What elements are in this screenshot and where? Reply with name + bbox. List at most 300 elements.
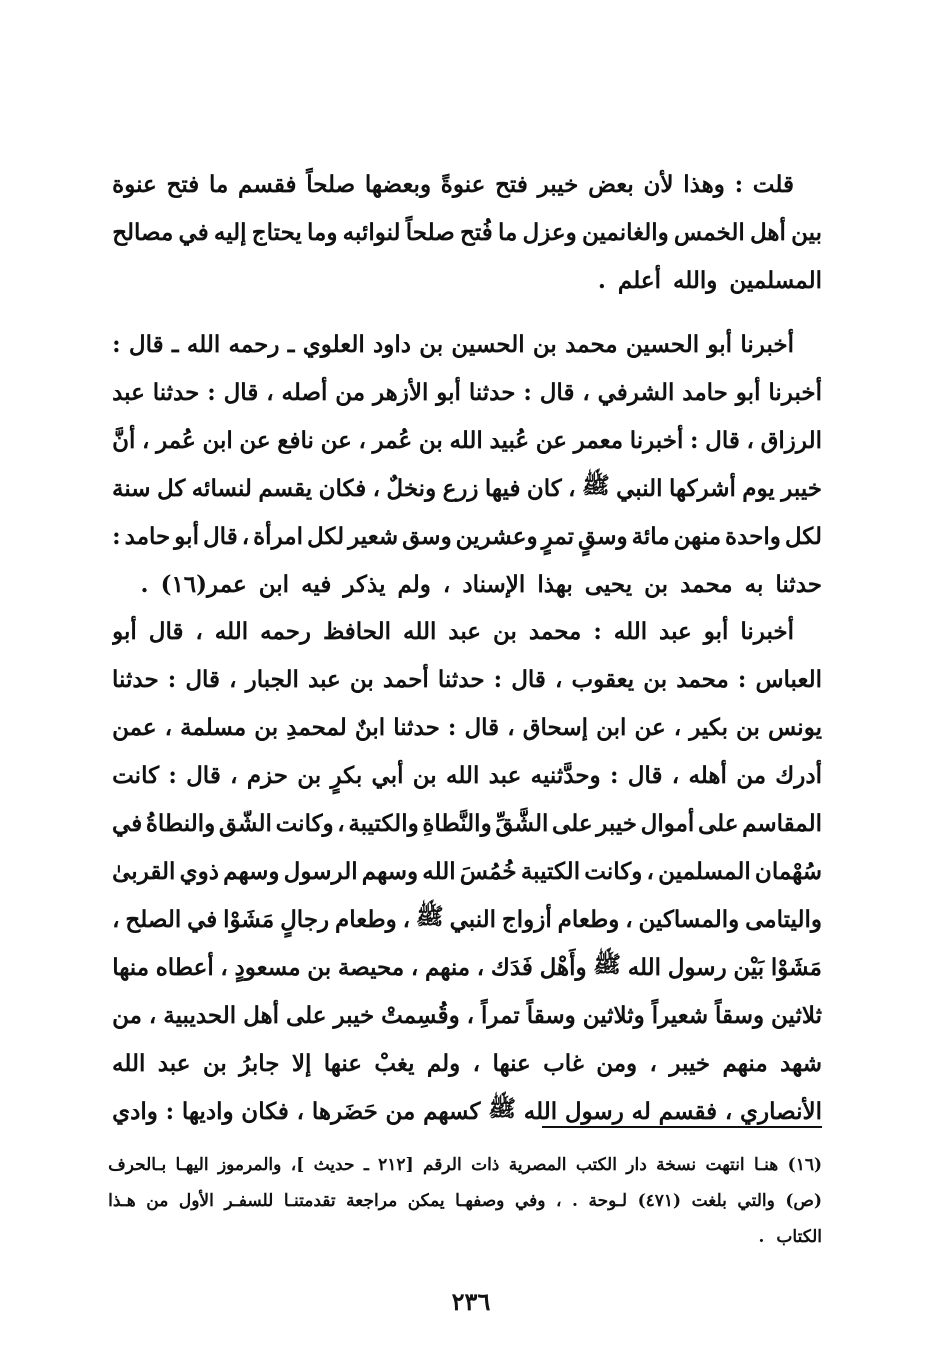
word: مصالح: [112, 218, 174, 246]
word: محمد: [528, 617, 582, 645]
word: مَشَوْا: [223, 905, 275, 933]
word: تمرٍ: [541, 522, 575, 550]
word: محيصة: [337, 953, 405, 981]
word: في: [187, 905, 218, 933]
word: .: [140, 570, 149, 598]
word: ما: [208, 170, 229, 198]
word: الإسناد: [462, 570, 526, 598]
word: ،: [625, 905, 633, 933]
paragraph-line: [112, 991, 822, 1039]
paragraph-line: [112, 847, 822, 895]
word: قال: [185, 665, 221, 693]
word: أخبرنا: [740, 617, 794, 645]
word: إلا: [291, 1049, 312, 1077]
paragraph-line: [112, 464, 822, 512]
word: وسهم: [223, 857, 280, 885]
word: الله: [214, 617, 249, 645]
word: والنطاةُ: [145, 809, 216, 837]
word: ابن: [202, 426, 233, 454]
word: ،: [241, 522, 250, 550]
word: عنها: [323, 1049, 363, 1077]
word: أهله: [688, 761, 727, 789]
word: الرزاق: [760, 426, 822, 454]
word: رحمه: [228, 330, 280, 358]
word: خيبر: [596, 809, 637, 837]
page-number: ٢٣٦: [451, 1287, 491, 1316]
word: وعشرين: [455, 522, 538, 550]
word: مراجعة: [346, 1191, 398, 1211]
word: :: [447, 713, 457, 741]
word: للسفـر: [224, 1191, 274, 1211]
footnote-divider: [542, 1126, 822, 1128]
word: ولم: [426, 1049, 461, 1077]
word: المصرية: [508, 1155, 567, 1175]
word: انتهت: [705, 1155, 745, 1175]
word: وحدَّثنيه: [530, 761, 601, 789]
word: :: [609, 761, 619, 789]
word: ،: [649, 1049, 657, 1077]
word: ،: [442, 570, 451, 598]
word: فتح: [166, 170, 200, 198]
word: ]،: [290, 1155, 305, 1175]
word: عُمر: [156, 426, 196, 454]
word: مائة: [631, 522, 670, 550]
word: رسول: [564, 1097, 624, 1125]
word: شعير: [348, 522, 399, 550]
word: ،: [164, 713, 173, 741]
word: أموال: [640, 809, 695, 837]
word: لأن: [643, 170, 674, 198]
word: من: [112, 1001, 142, 1029]
word: جابرُ: [239, 1049, 280, 1077]
word: الأزهر: [372, 378, 429, 406]
paragraph-line: [112, 895, 822, 943]
word: وسهم: [361, 857, 419, 885]
word: ،: [472, 1049, 481, 1077]
word: وسق: [402, 522, 452, 550]
word: أخبرنا: [740, 330, 794, 358]
word: العلوي: [302, 330, 365, 358]
word: أبي: [371, 761, 404, 789]
word: قلت: [752, 170, 794, 198]
word: حدثنا: [468, 378, 516, 406]
word: لـوحة: [588, 1191, 628, 1211]
word: .: [758, 1227, 765, 1247]
word: عن: [634, 713, 666, 741]
word: ،: [337, 809, 345, 837]
word: ﷺ: [581, 472, 610, 499]
word: مسعودٍ: [234, 953, 301, 981]
word: عُبيد: [489, 426, 530, 454]
word: ،: [646, 857, 654, 885]
footnote-line: [108, 1219, 822, 1255]
word: عبد: [448, 617, 482, 645]
word: بعض: [588, 170, 634, 198]
word: الحديبية: [163, 1001, 237, 1029]
word: ذات: [471, 1155, 500, 1175]
word: واحدة: [725, 522, 781, 550]
word: والغانمين: [581, 218, 669, 246]
word: الأول: [178, 1191, 214, 1211]
word: ،: [195, 617, 203, 645]
word: أبو: [707, 330, 733, 358]
word: الخمس: [673, 218, 745, 246]
word: الحافظ: [322, 617, 392, 645]
word: منهم: [722, 1049, 768, 1077]
word: أبو: [174, 522, 199, 550]
word: لنسائه: [191, 474, 252, 502]
word: ،: [476, 953, 485, 981]
paragraph-line: [112, 256, 822, 304]
word: على: [697, 809, 739, 837]
word: الرقم: [422, 1155, 462, 1175]
word: :: [689, 426, 699, 454]
word: .: [572, 1191, 578, 1211]
word: بن: [492, 617, 517, 645]
word: الحسين: [625, 330, 700, 358]
word: حَضَرها: [311, 1097, 378, 1125]
word: أحمد: [382, 665, 429, 693]
word: أبو: [436, 378, 461, 406]
word: من: [385, 1097, 416, 1125]
word: إليه: [213, 218, 247, 246]
word: يحيى: [584, 570, 633, 598]
paragraph-line: [112, 607, 822, 655]
word: بَيْن: [733, 953, 765, 981]
word: (١٦): [787, 1155, 822, 1175]
word: عبد: [488, 761, 522, 789]
word: أعلم: [617, 266, 661, 294]
word: وسقاً: [526, 1001, 576, 1029]
paragraph-line: [112, 320, 822, 368]
word: (٤٧١): [637, 1191, 682, 1211]
word: شهد: [780, 1049, 822, 1077]
word: بن: [349, 665, 374, 693]
word: الله: [422, 857, 456, 885]
word: سنة: [112, 474, 151, 502]
word: امرأة: [253, 522, 303, 550]
word: والتي: [737, 1191, 775, 1211]
word: ـ: [363, 1155, 369, 1175]
word: بـالحرف: [108, 1155, 167, 1175]
word: اليهـا: [175, 1155, 209, 1175]
paragraph-line: [112, 655, 822, 703]
word: المسلمين: [729, 266, 822, 294]
word: الله: [523, 1097, 558, 1125]
paragraph-line: [112, 208, 822, 256]
word: ﷺ: [415, 903, 444, 930]
word: أدرك: [775, 761, 822, 789]
word: والكتيبة: [348, 809, 419, 837]
word: ،: [402, 905, 411, 933]
word: قال: [186, 761, 221, 789]
word: به: [744, 570, 764, 598]
word: أبو: [735, 378, 761, 406]
word: إسحاق: [522, 713, 589, 741]
footnote: [108, 1147, 822, 1255]
word: أهل: [750, 218, 786, 246]
word: أنَّ: [112, 426, 136, 454]
word: قال: [223, 378, 259, 406]
word: لنوائبه: [342, 218, 401, 246]
word: عن: [320, 426, 352, 454]
word: الصلح: [125, 905, 182, 933]
word: فكان: [241, 1097, 289, 1125]
word: القربىٰ: [112, 857, 176, 885]
word: :: [737, 665, 747, 693]
word: وطعام: [335, 905, 397, 933]
word: حامد: [124, 522, 171, 550]
word: يقسم: [258, 474, 313, 502]
word: بن: [297, 761, 322, 789]
word: ،: [555, 665, 563, 693]
word: وقُسِمتْ: [381, 1001, 460, 1029]
word: ،: [148, 1001, 157, 1029]
word: حامد: [682, 378, 728, 406]
word: ،: [671, 761, 680, 789]
word: الله: [445, 761, 480, 789]
word: وسقاً: [715, 1001, 765, 1029]
word: :: [207, 378, 216, 406]
word: فكان: [318, 474, 367, 502]
paragraph-line: [112, 368, 822, 416]
word: أعطاه: [155, 953, 214, 981]
word: الجبار: [245, 665, 299, 693]
word: ،: [410, 953, 419, 981]
word: يحتاج: [251, 218, 302, 246]
paragraph-line: [112, 160, 822, 208]
word: بن: [412, 761, 437, 789]
word: يوم: [742, 474, 775, 502]
word: زرع: [442, 474, 479, 502]
word: ،: [266, 378, 274, 406]
word: عبد: [112, 378, 145, 406]
word: بين: [791, 218, 822, 246]
footnote-line: [108, 1183, 822, 1219]
word: حديث: [313, 1155, 355, 1175]
word: عُمر: [372, 426, 413, 454]
word: في: [112, 809, 143, 837]
word: فتح: [495, 170, 528, 198]
paragraph-3: [112, 607, 822, 1135]
word: يغبْ: [374, 1049, 415, 1077]
word: قال: [511, 665, 546, 693]
word: تمراً: [481, 1001, 520, 1029]
paragraph-1: [112, 160, 822, 304]
word: أهل: [243, 1001, 280, 1029]
word: أشركها: [668, 474, 736, 502]
word: لكل: [784, 522, 822, 550]
word: المقاسم: [742, 809, 822, 837]
word: ،: [230, 761, 238, 789]
word: النبي: [449, 905, 497, 933]
word: أبو: [112, 617, 137, 645]
word: عبد: [308, 665, 341, 693]
word: غاب: [543, 1049, 584, 1077]
word: ،: [142, 426, 150, 454]
word: بلغت: [691, 1191, 727, 1211]
word: ،: [582, 378, 590, 406]
word: وكانت: [584, 857, 643, 885]
word: بن: [644, 570, 669, 598]
word: وما: [307, 218, 338, 246]
word: يذكر: [343, 570, 386, 598]
word: حدثنا: [775, 570, 822, 598]
word: ابنٌ: [354, 713, 386, 741]
paragraph-line: [112, 416, 822, 464]
word: خيبر: [333, 1001, 375, 1029]
word: الله: [613, 617, 648, 645]
word: بن: [419, 330, 444, 358]
word: عنوة: [112, 170, 157, 198]
word: [٢١٢: [378, 1155, 414, 1175]
word: وادي: [112, 1097, 158, 1125]
word: عمر(١٦): [160, 570, 247, 598]
word: :: [165, 1097, 175, 1125]
word: وصفهـا: [455, 1191, 505, 1211]
word: :: [168, 761, 177, 789]
word: حدثنا: [152, 378, 200, 406]
word: بن: [202, 1049, 227, 1077]
word: :: [593, 617, 602, 645]
word: فيها: [484, 474, 521, 502]
word: الله: [627, 953, 662, 981]
word: بن: [418, 426, 443, 454]
word: بن: [736, 713, 760, 741]
word: معمر: [573, 426, 624, 454]
word: ،: [507, 713, 515, 741]
word: الله: [112, 1049, 146, 1077]
word: واديها: [181, 1097, 234, 1125]
word: ،: [229, 665, 237, 693]
word: ،: [724, 1097, 733, 1125]
word: ولم: [397, 570, 431, 598]
word: عبد: [157, 1049, 191, 1077]
word: ﷺ: [488, 1095, 517, 1122]
word: ،: [112, 905, 120, 933]
word: وطعام: [557, 905, 620, 933]
word: الرسول: [283, 857, 358, 885]
word: سُهْمان: [754, 857, 822, 885]
word: (ص): [785, 1191, 822, 1211]
word: ابن: [258, 570, 290, 598]
word: كسهم: [423, 1097, 481, 1125]
word: على: [552, 809, 593, 837]
word: ذوي: [179, 857, 219, 885]
word: الله: [403, 617, 437, 645]
word: والمرموز: [217, 1155, 282, 1175]
word: .: [597, 266, 606, 294]
paragraph-line: [112, 703, 822, 751]
word: الأنصاري: [740, 1097, 822, 1125]
word: الله: [186, 330, 221, 358]
word: الله: [449, 426, 483, 454]
word: عن: [535, 426, 567, 454]
word: قال: [464, 713, 500, 741]
word: بن: [532, 330, 557, 358]
word: الكتب: [575, 1155, 617, 1175]
word: خيبر: [537, 170, 579, 198]
word: :: [112, 522, 121, 550]
word: الكتيبة: [520, 857, 581, 885]
word: الشَّقِّ: [495, 809, 549, 837]
word: والله: [672, 266, 718, 294]
word: هنـا: [754, 1155, 779, 1175]
word: ـ: [171, 330, 179, 358]
word: :: [167, 665, 177, 693]
word: قال: [202, 522, 238, 550]
word: كان: [526, 474, 562, 502]
word: ،: [220, 953, 228, 981]
word: خُمُسَ: [459, 857, 517, 885]
word: فَدَك: [490, 953, 533, 981]
paragraph-line: [112, 560, 822, 608]
word: لكل: [306, 522, 345, 550]
word: يعقوب: [571, 665, 635, 693]
word: عمن: [112, 713, 157, 741]
word: وكانت: [275, 809, 334, 837]
word: منهم: [424, 953, 471, 981]
word: وعزل: [522, 218, 577, 246]
paragraph-line: [112, 512, 822, 560]
word: فقسم: [238, 170, 297, 198]
word: ،: [358, 426, 366, 454]
word: ،: [746, 426, 754, 454]
word: نافع: [277, 426, 314, 454]
word: ،: [372, 474, 381, 502]
word: قال: [705, 426, 740, 454]
word: بكرٍ: [330, 761, 363, 789]
word: بن: [254, 713, 279, 741]
word: أخبرنا: [629, 426, 684, 454]
word: أخبرنا: [768, 378, 822, 406]
word: بكير: [689, 713, 728, 741]
word: أبو: [703, 617, 729, 645]
word: حدثنا: [393, 713, 440, 741]
word: محمد: [680, 570, 733, 598]
word: حدثنا: [112, 665, 159, 693]
word: صلحاً: [306, 170, 356, 198]
word: رجالٍ: [280, 905, 330, 933]
word: يونس: [767, 713, 822, 741]
word: المسلمين: [658, 857, 751, 885]
word: لمحمدِ: [286, 713, 347, 741]
word: عن: [239, 426, 271, 454]
paragraph-line: [112, 1039, 822, 1087]
word: شعيراً: [651, 1001, 709, 1029]
word: ـ: [287, 330, 295, 358]
word: فيه: [301, 570, 332, 598]
word: ،: [296, 1097, 305, 1125]
word: عبد: [659, 617, 692, 645]
word: صلحاً: [405, 218, 455, 246]
word: أصله: [281, 378, 328, 406]
word: بن: [307, 953, 332, 981]
word: هـذا: [108, 1191, 136, 1211]
word: بن: [643, 665, 668, 693]
word: محمد: [565, 330, 618, 358]
word: وهذا: [683, 170, 725, 198]
word: رسول: [667, 953, 727, 981]
word: ما: [497, 218, 518, 246]
word: كانت: [112, 761, 160, 789]
word: يمكن: [407, 1191, 445, 1211]
word: ثلاثين: [771, 1001, 822, 1029]
word: الكتاب: [776, 1227, 822, 1247]
word: بهذا: [537, 570, 573, 598]
word: :: [493, 665, 503, 693]
paragraph-line: [112, 751, 822, 799]
